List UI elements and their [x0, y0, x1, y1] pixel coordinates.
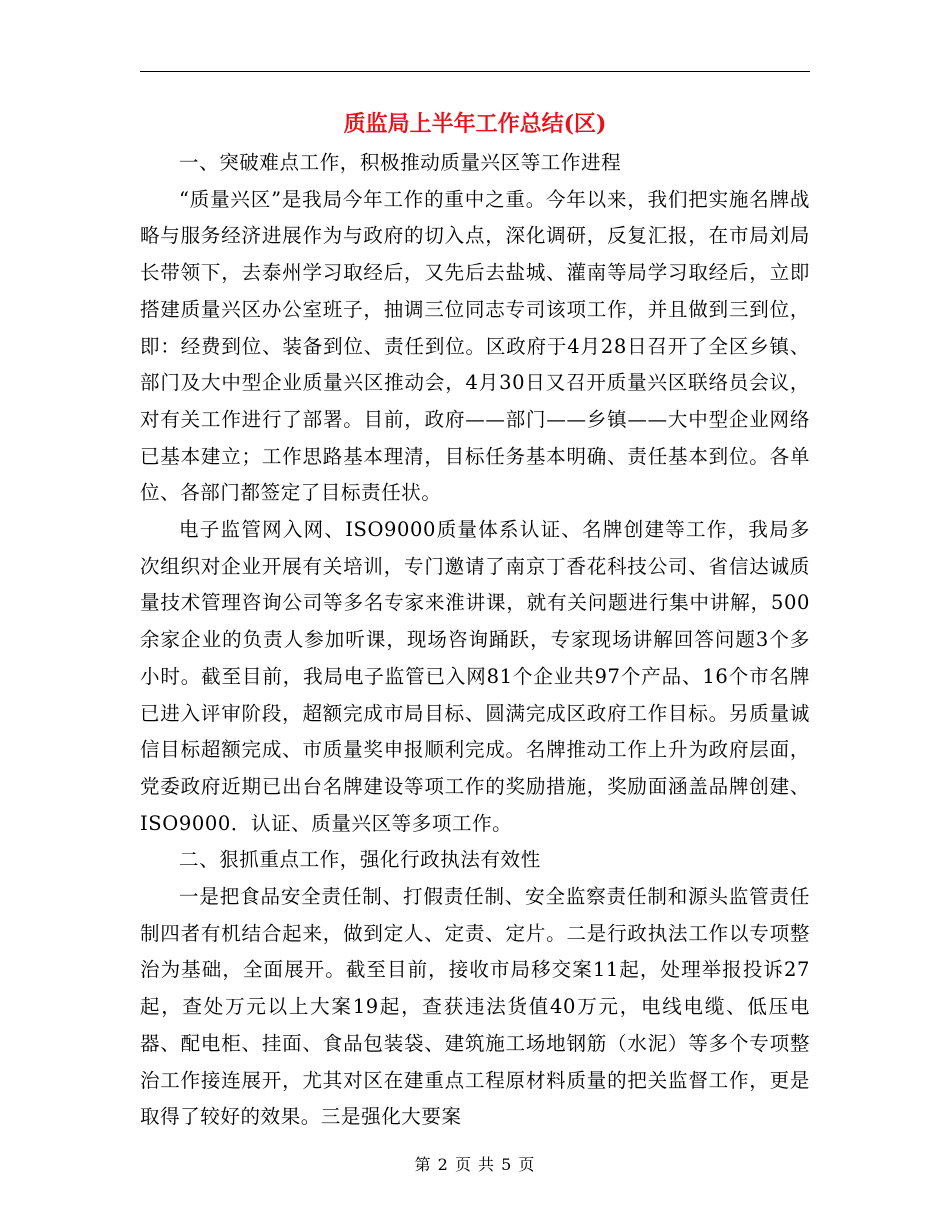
page-number-footer: 第 2 页 共 5 页 [414, 1155, 536, 1174]
header-rule [140, 71, 810, 72]
document-title: 质监局上半年工作总结(区) [343, 111, 607, 137]
section-heading: 一、突破难点工作，积极推动质量兴区等工作进程 [179, 151, 622, 174]
paragraph: “质量兴区”是我局今年工作的重中之重。今年以来，我们把实施名牌战略与服务经济进展作为与政府的切入点，深化调研，反复汇报，在市局刘局长带领下，去泰州学习取经后，又先后去盐城、灌南等局学习取经后，立即搭建质量兴区办公室班子，抽调三位同志专司该项工作，并且做到三到位，即：经费到位、装备到位、责任到位。区政府于4月28日召开了全区乡镇、部门及大中型企业质量兴区推动会，4月30日又召开质量兴区联络员会议，对有关工作进行了部署。目前，政府——部门——乡镇——大中型企业网络已基本建立；工作思路基本理清，目标任务基本明确、责任基本到位。各单位、各部门都签定了目标责任状。 [140, 187, 810, 505]
document-body [140, 145, 810, 1136]
paragraph: 电子监管网入网、ISO9000质量体系认证、名牌创建等工作，我局多次组织对企业开展有关培训，专门邀请了南京丁香花科技公司、省信达诚质量技术管理咨询公司等多名专家来淮讲课，就有关问题进行集中讲解，500余家企业的负责人参加听课，现场咨询踊跃，专家现场讲解回答问题3个多小时。截至目前，我局电子监管已入网81个企业共97个产品、16个市名牌已进入评审阶段，超额完成市局目标、圆满完成区政府工作目标。另质量诚信目标超额完成、市质量奖申报顺利完成。名牌推动工作上升为政府层面，党委政府近期已出台名牌建设等项工作的奖励措施，奖励面涵盖品牌创建、ISO9000．认证、质量兴区等多项工作。 [140, 518, 810, 835]
section-heading: 二、狠抓重点工作，强化行政执法有效性 [179, 848, 541, 872]
paragraph: 一是把食品安全责任制、打假责任制、安全监察责任制和源头监管责任制四者有机结合起来，做到定人、定责、定片。二是行政执法工作以专项整治为基础，全面展开。截至目前，接收市局移交案11起，处理举报投诉27起，查处万元以上大案19起，查获违法货值40万元，电线电缆、低压电器、配电柜、挂面、食品包装袋、建筑施工场地钢筋（水泥）等多个专项整治工作接连展开，尤其对区在建重点工程原材料质量的把关监督工作，更是取得了较好的效果。三是强化大要案 [140, 885, 810, 1129]
